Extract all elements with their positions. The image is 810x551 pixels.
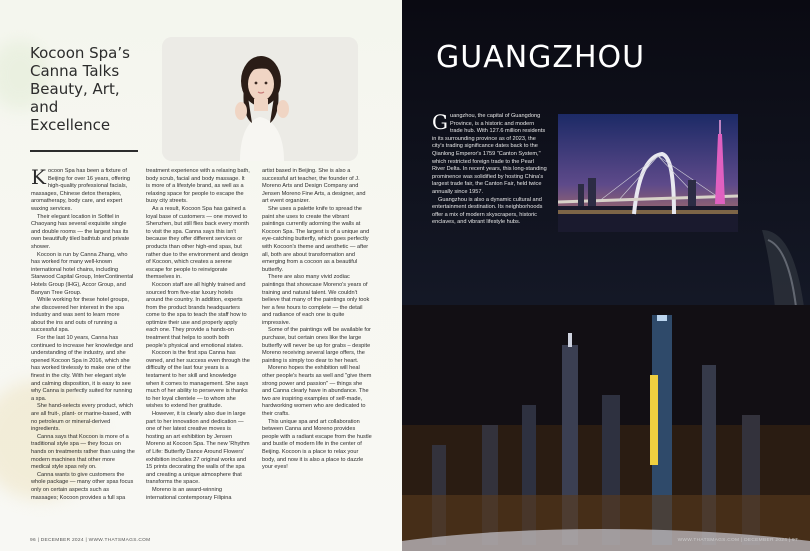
title-divider — [30, 150, 138, 152]
paragraph: This unique spa and art collaboration between Canna and Moreno provides people with a radiant escape from the hustle and bustle of modern life in the center of Beijing. Kocoon is a place to relax your body, and now it is also a place to dazzle your eyes! — [262, 418, 372, 471]
city-skyline-photo — [402, 305, 810, 551]
page-folio-right: WWW.THATSMAGS.COM | DECEMBER 2024 | 97 — [677, 538, 798, 543]
paragraph: artist based in Beijing. She is also a successful art teacher, the founder of J. Moreno Arts and Design Company and Jensen Moreno Fine Arts, a designer, and art event organizer. — [262, 168, 366, 205]
paragraph: Kocoon staff are all highly trained and sourced from five-star luxury hotels around the country. In addition, experts from the product brands headquarters come to the spa to teach the staff how to optimize their use and properly apply each one. They provide a hands-on treatment that helps to sooth both people's physical and emotional states. — [146, 281, 247, 349]
paragraph: Canna wants to give customers the whole package — many other spas focus only on certain aspects such as massages; Kocoon provides a full spa — [31, 471, 134, 501]
article-column-3 — [262, 168, 372, 472]
portrait-photo — [162, 37, 358, 161]
right-page — [402, 0, 810, 551]
intro-column — [432, 110, 548, 227]
drop-cap: K — [31, 165, 46, 189]
paragraph: uangzhou, the capital of Guangdong Province, is a historic and modern trade hub. With 127.6 million residents in its surrounding province as of 2023, the city's trading significance dates back to the Qianlong Emperor's 1759 "Canton System," which restricted foreign trade to the Pearl River Delta. In recent years, this long-standing prominence was solidified by hosting China's largest trade fair, the Canton Fair, held twice annually since 1957. — [432, 113, 547, 195]
city-title: GUANGZHOU — [436, 40, 646, 75]
paragraph: ocoon Spa has been a fixture of Beijing for over 16 years, offering high-quality professional facials, massages, Chinese detox therapies, aromatherapy, body care, and expert waxing services. — [31, 168, 130, 212]
bridge-illustration — [558, 114, 738, 232]
paragraph: While working for these hotel groups, she discovered her interest in the spa industry and was sent to learn more about the ins and outs of running a successful spa. — [31, 297, 130, 334]
page-folio-left: 96 | DECEMBER 2024 | WWW.THATSMAGS.COM — [30, 538, 151, 543]
paragraph: Moreno hopes the exhibition will heal other people's hearts as well and "give them strong power and passion" — things she and Canna clearly have in abundance. The two are inspiring examples of self-made, hardworking women who are dedicated to their crafts. — [262, 365, 372, 417]
paragraph: Kocoon is run by Canna Zhang, who has worked for many well-known international hotel chains, including Starwood Capital Group, InterContinental Hotels Group (IHG), Accor Group, and Banyan Tree Group. — [31, 251, 134, 296]
paragraph: Kocoon is the first spa Canna has owned, and her success even through the difficulty of the last four years is a testament to her skill and knowledge when it comes to management. She says much of her ability to persevere is thanks to her loyal clientele — to whom she wishes to extend her gratitude. — [146, 350, 250, 410]
portrait-illustration — [162, 37, 358, 161]
left-page — [0, 0, 402, 551]
paragraph: However, it is clearly also due in large part to her innovation and dedication — one of her latest creative moves is hosting an art exhibition by Jensen Moreno at Kocoon Spa. The new 'Rhythm of Life: Butterfly Dance Around Flowers' exhibition includes 27 original works and 15 prints decorating the walls of the spa and creating a unique atmosphere that transforms the space. — [146, 411, 250, 486]
paragraph: treatment experience with a relaxing bath, body scrub, facial and body massage. It is more of a lifestyle brand, as well as a relaxing space for people to escape the busy city streets. — [146, 168, 250, 205]
paragraph: For the last 10 years, Canna has continued to increase her knowledge and understanding of the industry, and she opened Kocoon Spa in 2016, which she has worked tirelessly to make one of the finest in the city. With her elegant style and calming disposition, it is easy to see why Canna is perfectly suited for running a spa. — [31, 335, 134, 402]
paragraph: Their elegant location in Sofitel in Chaoyang has several exquisite single and double rooms — the largest has its own beautifully tiled bathtub and private shower. — [31, 213, 130, 250]
article-title: Kocoon Spa’s Canna Talks Beauty, Art, and Excellence — [30, 44, 130, 134]
paragraph: Canna says that Kocoon is more of a traditional style spa — they focus on hands on treatments rather than using the modern machines that other more medical style spas rely on. — [31, 433, 135, 471]
article-title-block — [30, 44, 140, 134]
paragraph: There are also many vivid zodiac paintings that showcase Moreno's years of training and natural talent. We couldn't believe that many of the paintings only took her a few hours to complete — the detail and radiance of each one is quite impressive. — [262, 274, 370, 326]
paragraph: Moreno is an award-winning international contemporary Filipina — [146, 486, 232, 501]
paragraph: Guangzhou is also a dynamic cultural and entertainment destination. Its neighborhoods offer a mix of modern skyscrapers, historic enclaves, and vibrant lifestyle hubs. — [432, 196, 543, 226]
article-column-1 — [31, 165, 135, 502]
drop-cap: G — [432, 110, 448, 134]
skyline-illustration — [402, 305, 810, 551]
paragraph: As a result, Kocoon Spa has gained a loyal base of customers — one moved to Shenzhen, but still flies back every month to visit the spa. Canna says this isn't because they offer different services or products than other high-end spas, but rather due to the environment and design of Kocoon, which creates a serene escape for people to reinvigorate themselves in. — [146, 205, 249, 281]
article-column-2 — [146, 168, 250, 502]
canton-tower-bridge-photo — [558, 114, 738, 232]
paragraph: She uses a palette knife to spread the paint she uses to create the vibrant paintings currently adorning the walls at Kocoon Spa. The largest is of a unique and eye-catching butterfly, which goes perfectly with Kocoon's theme and aesthetic — after all, both are about transformation and emerging from a cocoon as a beautiful butterfly. — [262, 205, 370, 273]
paragraph: Some of the paintings will be available for purchase, but certain ones like the large butterfly will never be up for grabs – despite Moreno receiving several large offers, the painting is simply too dear to her heart. — [262, 327, 371, 364]
paragraph: She hand-selects every product, which are all fruit-, plant- or marine-based, with no petroleum or mineral-derived ingredients. — [31, 403, 134, 433]
